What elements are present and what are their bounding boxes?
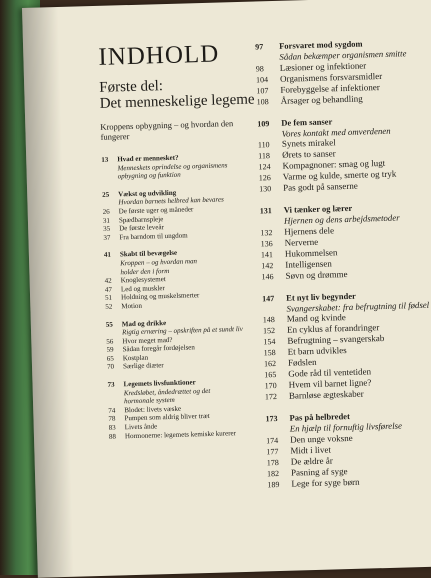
- toc-section: [255, 36, 431, 107]
- toc-page-number: 74: [108, 406, 116, 415]
- toc-page-number: 162: [263, 359, 277, 369]
- toc-section-subtitle: Menneskets oprindelse og organismens: [117, 160, 228, 172]
- toc-page-number: 37: [103, 233, 111, 242]
- toc-page-number: 170: [264, 381, 277, 391]
- toc-page-number: 165: [264, 370, 277, 380]
- toc-page-number: 104: [255, 74, 269, 85]
- toc-page-number: 189: [267, 479, 280, 490]
- toc-page-number: 126: [258, 173, 271, 183]
- toc-item-label: Pas godt på sanserne: [282, 180, 358, 193]
- toc-section-subtitle: Rigtig ernæring – opskriften på et sundt liv: [121, 325, 243, 337]
- toc-item-label: Et barn udvikles: [287, 345, 347, 358]
- toc-section-subtitle: Hjernen og dens arbejdsmetoder: [283, 212, 400, 226]
- toc-page-number: 56: [106, 337, 114, 346]
- toc-section-subtitle: hormonale system: [123, 396, 175, 406]
- part-title-line: Det menneskelige legeme: [99, 91, 255, 112]
- toc-item-label: Den unge voksne: [290, 432, 353, 445]
- toc-page-number: 152: [262, 326, 276, 336]
- part-title-line: Første del:: [99, 78, 164, 96]
- toc-item-label: Livets ånde: [124, 422, 158, 432]
- left-column: [98, 39, 277, 450]
- left-section-list: [101, 151, 277, 441]
- toc-item-label: Kostplan: [122, 353, 149, 363]
- toc-item-label: Mand og kvinde: [286, 312, 346, 325]
- toc-item-label: Hukommelsen: [284, 247, 338, 259]
- toc-item-label: Hormonerne: legemets kemiske kurerer: [124, 428, 237, 440]
- toc-page-number: 178: [266, 457, 279, 468]
- toc-page-number: 55: [105, 320, 113, 329]
- toc-item-label: Befrugtning – svangerskab: [287, 333, 385, 347]
- toc-item-label: En cyklus af forandringer: [286, 322, 380, 336]
- toc-item-label: Led og muskler: [120, 283, 165, 294]
- part-subtitle: [100, 117, 268, 142]
- toc-section-subtitle: holder den i form: [120, 266, 170, 276]
- toc-page-number: 130: [259, 184, 272, 194]
- toc-section-title: Hvad er mennesket?: [117, 153, 179, 164]
- toc-section: [104, 246, 274, 311]
- toc-page-number: 47: [104, 285, 113, 294]
- toc-section-title: Mad og drikke: [121, 318, 167, 328]
- toc-section: [101, 151, 270, 181]
- toc-item-label: Særlige diæter: [122, 361, 164, 371]
- toc-item-label: Ørets to sanser: [282, 148, 336, 160]
- toc-page-number: 146: [261, 271, 274, 282]
- toc-page-number: 124: [258, 162, 271, 172]
- toc-item-label: Nerverne: [284, 236, 319, 248]
- toc-section-subtitle: Kredsløbet, åndedrættet og det: [123, 386, 211, 397]
- toc-page-number: 97: [255, 42, 264, 52]
- toc-item-label: Søvn og drømme: [285, 268, 348, 281]
- toc-page-number: 177: [266, 446, 279, 457]
- toc-item-label: Intelligensen: [285, 258, 332, 270]
- toc-page-number: 98: [255, 63, 264, 74]
- toc-item-label: Varme og kulde, smerte og tryk: [282, 168, 397, 182]
- toc-item-label: Lege for syge børn: [291, 476, 360, 489]
- toc-page-number: 131: [259, 206, 272, 216]
- toc-section-title: Vækst og udvikling: [118, 188, 177, 199]
- toc-section-subtitle: En hjælp til fornuftig livsførelse: [289, 420, 403, 435]
- toc-page-number: 25: [102, 190, 110, 199]
- toc-section-subtitle: Kroppen – og hvordan man: [120, 257, 198, 268]
- page-heading: INDHOLD: [98, 40, 220, 71]
- toc-section: [107, 376, 277, 441]
- toc-page-number: 26: [102, 207, 110, 216]
- toc-item-label: Blodet: livets væske: [124, 404, 182, 415]
- toc-item-label: Læsioner og infektioner: [279, 60, 367, 73]
- toc-section-title: Et nyt liv begynder: [286, 290, 356, 303]
- toc-section: [102, 186, 271, 242]
- toc-page-number: 88: [108, 432, 117, 441]
- toc-item-label: Gode råd til ventetiden: [288, 366, 372, 380]
- toc-item-label: Pasning af syge: [290, 466, 348, 478]
- toc-page-number: 59: [106, 345, 114, 355]
- toc-item-label: Sådan foregår fordøjelsen: [122, 343, 195, 354]
- toc-page-number: 147: [262, 293, 275, 304]
- toc-item-label: Spædbarnspleje: [118, 214, 164, 224]
- toc-section: [260, 201, 431, 283]
- toc-page-number: 83: [108, 423, 116, 432]
- toc-page-number: 182: [266, 468, 280, 479]
- toc-page-number: 110: [257, 140, 270, 150]
- toc-section-title: Vi tænker og lærer: [283, 203, 353, 215]
- toc-page-number: 13: [101, 155, 109, 164]
- toc-page-number: 65: [106, 354, 114, 363]
- right-section-list: [255, 36, 431, 490]
- right-column: [255, 36, 431, 501]
- toc-section-subtitle: Sådan bekæmper organismen smitte: [279, 48, 407, 62]
- toc-page-number: 70: [106, 363, 115, 372]
- toc-item-label: Kompagnoner: smag og lugt: [282, 158, 386, 171]
- toc-item-label: Årsager og behandling: [280, 93, 363, 106]
- toc-item-label: De første leveår: [119, 223, 164, 233]
- toc-item-label: Fødslen: [287, 357, 317, 369]
- toc-section-title: Pas på helbredet: [289, 411, 350, 424]
- toc-section: [265, 409, 431, 491]
- toc-item-label: De første uger og måneder: [118, 205, 194, 216]
- part-subtitle-line: Kroppens opbygning – og hvordan den: [100, 118, 234, 132]
- toc-page-number: 142: [261, 260, 274, 271]
- toc-page-number: 158: [263, 348, 276, 358]
- toc-item-label: Hvem vil barnet ligne?: [288, 377, 372, 391]
- toc-page-number: 173: [265, 414, 278, 424]
- toc-page-number: 107: [256, 85, 269, 96]
- book-page: [22, 0, 431, 578]
- toc-page-number: 132: [260, 227, 273, 238]
- toc-section-subtitle: Hvordan barnets helbred kan bevares: [118, 195, 224, 207]
- toc-page-number: 136: [260, 238, 273, 249]
- toc-section: [106, 316, 275, 372]
- toc-item-label: Hjernens dele: [284, 225, 335, 237]
- toc-page-number: 118: [258, 151, 271, 161]
- toc-item-label: Fra barndom til ungdom: [119, 231, 188, 242]
- toc-page-number: 78: [108, 414, 116, 424]
- toc-page-number: 51: [105, 293, 113, 303]
- toc-page-number: 109: [257, 118, 270, 129]
- toc-section-title: Forsvaret mod sygdom: [279, 38, 363, 51]
- toc-item-label: Synets mirakel: [281, 137, 336, 149]
- toc-page-number: 172: [264, 392, 278, 402]
- toc-item-label: Knoglesystemet: [120, 275, 166, 285]
- toc-page-number: 73: [107, 380, 115, 389]
- toc-item-label: Holdning og muskelsmerter: [121, 291, 200, 302]
- toc-page-number: 31: [102, 216, 111, 225]
- toc-page-number: 148: [262, 315, 275, 325]
- toc-section-subtitle: Svangerskabet: fra befrugtning til fødsel: [286, 299, 430, 314]
- toc-page-number: 52: [105, 302, 113, 311]
- toc-item-label: Pumpen som aldrig bliver træt: [124, 412, 210, 423]
- toc-item-label: Midt i livet: [290, 444, 332, 456]
- toc-section-title: De fem sanser: [281, 115, 333, 128]
- part-title: [99, 75, 268, 112]
- toc-page-number: 42: [104, 276, 112, 285]
- toc-section-subtitle: opbygning og funktion: [117, 170, 181, 181]
- toc-item-label: Forebyggelse af infektioner: [280, 81, 380, 95]
- toc-page-number: 35: [103, 224, 111, 233]
- toc-item-label: De ældre år: [290, 455, 333, 467]
- toc-item-label: Organismens forsvarsmidler: [279, 70, 383, 84]
- toc-section-title: Skabt til bevægelse: [119, 249, 178, 259]
- toc-page-number: 174: [266, 435, 279, 446]
- toc-item-label: Barnløse ægteskaber: [288, 388, 364, 402]
- toc-page-number: 141: [260, 249, 274, 260]
- toc-page-number: 154: [263, 337, 276, 347]
- part-subtitle-line: fungerer: [100, 131, 130, 142]
- toc-item-label: Hvor meget mad?: [122, 335, 173, 346]
- toc-section-subtitle: Vores kontakt med omverdenen: [281, 125, 391, 139]
- toc-page-number: 108: [256, 96, 269, 107]
- toc-page-number: 41: [103, 250, 112, 260]
- toc-item-label: Motion: [121, 301, 143, 311]
- toc-section-title: Legemets livsfunktioner: [123, 378, 196, 389]
- toc-section: [262, 288, 431, 403]
- toc-section: [257, 113, 431, 195]
